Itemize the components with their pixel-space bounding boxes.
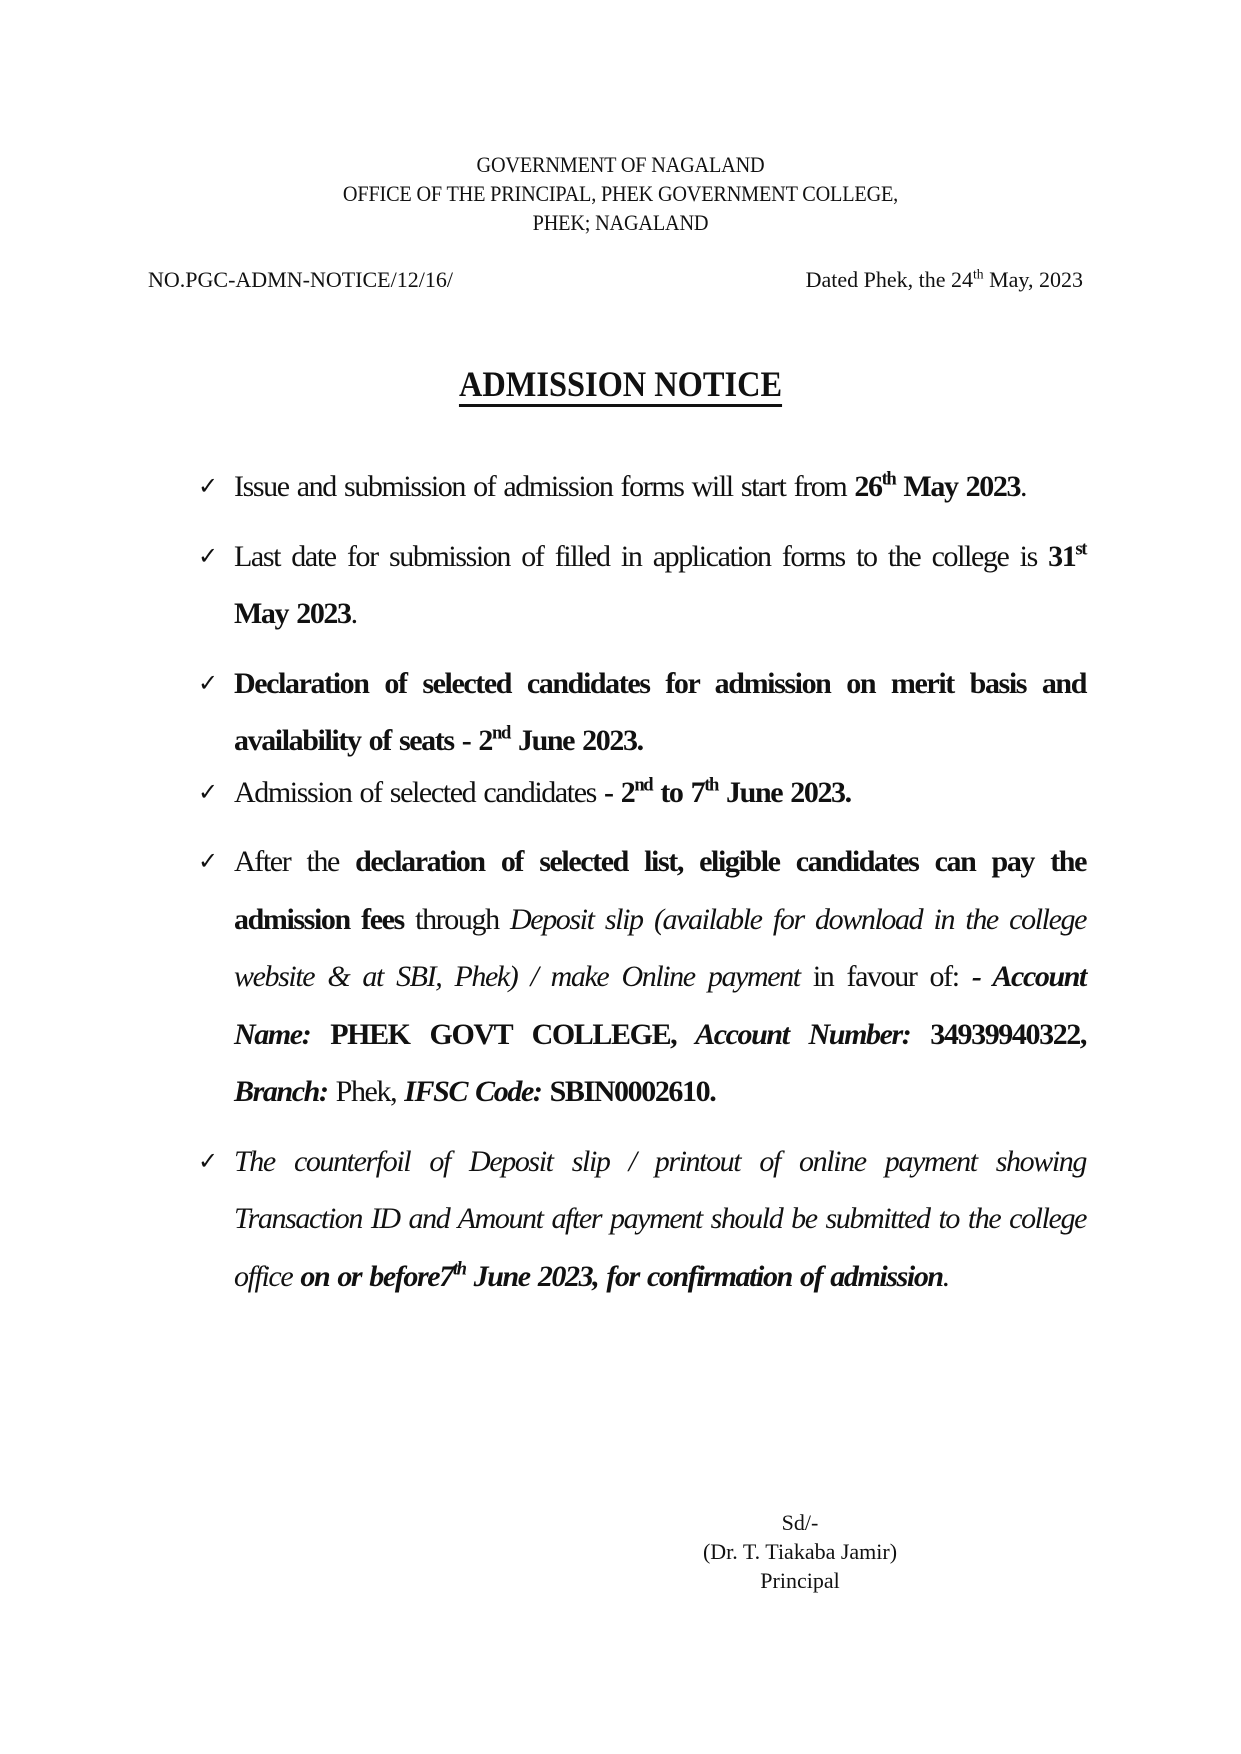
date-rest: May 2023 — [895, 470, 1021, 503]
list-item — [198, 655, 1086, 770]
letterhead — [0, 150, 1241, 237]
list-item — [198, 528, 1086, 643]
date-number: 26 — [854, 470, 882, 503]
checkmark-icon: ✓ — [198, 847, 219, 875]
item-italic-text: The counterfoil of Deposit slip / printout of online payment showing Transaction ID and Amount after payment should be submitted to the college office — [234, 1144, 1086, 1293]
item-bold-text: declaration of selected list, eligible candidates can pay the admission fees — [234, 845, 1086, 936]
item-text — [234, 458, 1086, 516]
checkmark-icon: ✓ — [198, 472, 219, 500]
notice-title-text: ADMISSION NOTICE — [459, 365, 782, 407]
date-superscript: th — [704, 773, 718, 795]
date-suffix: May, 2023 — [983, 267, 1083, 292]
date-rest: May 2023 — [234, 597, 351, 630]
notice-title — [0, 362, 1241, 407]
date-superscript: th — [881, 468, 896, 490]
notice-items — [198, 458, 1086, 1305]
bold-segment: to 7 — [652, 775, 705, 809]
checkmark-icon: ✓ — [198, 1146, 219, 1175]
item-italic-text: Deposit slip (available for download in the college website & at SBI, Phek) / make Online payment — [234, 902, 1086, 993]
bold-segment: June 2023. — [717, 775, 851, 809]
item-text-normal: Issue and submission of admission forms will start from — [234, 470, 855, 503]
item-text — [234, 764, 1086, 822]
checkmark-icon: ✓ — [198, 541, 219, 570]
bold-segment: Declaration of selected candidates for admission on merit basis and availability of seats - 2 — [234, 666, 1086, 757]
account-name-label: - Account Name: — [234, 960, 1086, 1051]
signatory-designation: Principal — [760, 1568, 840, 1593]
date-superscript: st — [1075, 537, 1086, 559]
item-text — [234, 655, 1086, 770]
list-item — [198, 458, 1086, 516]
bold-italic-segment: on or before7 — [300, 1259, 453, 1293]
checkmark-icon: ✓ — [198, 668, 219, 697]
bold-segment: June 2023. — [509, 724, 643, 757]
account-name-value: PHEK GOVT COLLEGE, — [310, 1017, 677, 1051]
letterhead-location: PHEK; NAGALAND — [532, 210, 709, 235]
ifsc-label: IFSC Code: — [404, 1075, 542, 1108]
account-number-value: 34939940322, — [910, 1017, 1086, 1051]
item-text-normal: Last date for submission of filled in application forms to the college is — [234, 539, 1049, 573]
account-number-label: Account Number: — [676, 1017, 911, 1051]
letterhead-government: GOVERNMENT OF NAGALAND — [476, 152, 765, 177]
branch-label: Branch: — [234, 1075, 328, 1108]
item-text — [234, 833, 1086, 1121]
signature-sd: Sd/- — [781, 1510, 819, 1535]
signature-block — [640, 1508, 960, 1595]
reference-date — [806, 265, 1083, 295]
item-text-normal: Admission of selected candidates — [234, 775, 605, 809]
checkmark-icon: ✓ — [198, 777, 219, 806]
item-text-normal: in favour of: — [799, 960, 972, 993]
signatory-name: (Dr. T. Tiakaba Jamir) — [702, 1539, 898, 1564]
date-superscript: th — [452, 1257, 466, 1279]
list-item — [198, 764, 1086, 822]
letterhead-office: OFFICE OF THE PRINCIPAL, PHEK GOVERNMENT COLLEGE, — [342, 181, 899, 206]
date-superscript: th — [972, 266, 984, 282]
list-item — [198, 1133, 1086, 1306]
item-date-range — [604, 773, 851, 809]
ifsc-value: SBIN0002610. — [541, 1075, 716, 1108]
item-punctuation: . — [1020, 470, 1027, 503]
list-item — [198, 833, 1086, 1121]
item-text-normal: through — [403, 902, 511, 936]
item-bold-text — [234, 667, 1086, 758]
bold-segment: - 2 — [604, 775, 635, 809]
date-number: 31 — [1048, 539, 1076, 573]
reference-number: NO.PGC-ADMN-NOTICE/12/16/ — [148, 267, 453, 292]
item-text-normal: After the — [234, 845, 356, 878]
branch-value: Phek, — [327, 1075, 397, 1108]
item-text — [234, 528, 1086, 643]
deadline-text — [300, 1257, 943, 1293]
date-superscript: nd — [634, 773, 653, 795]
item-text — [234, 1133, 1086, 1306]
item-punctuation: . — [350, 597, 357, 630]
item-date — [854, 470, 1020, 503]
date-prefix: Dated Phek, the 24 — [805, 267, 973, 292]
date-superscript: nd — [492, 722, 510, 744]
bold-italic-segment: June 2023, for confirmation of admission — [465, 1259, 943, 1293]
item-punctuation: . — [942, 1259, 949, 1293]
